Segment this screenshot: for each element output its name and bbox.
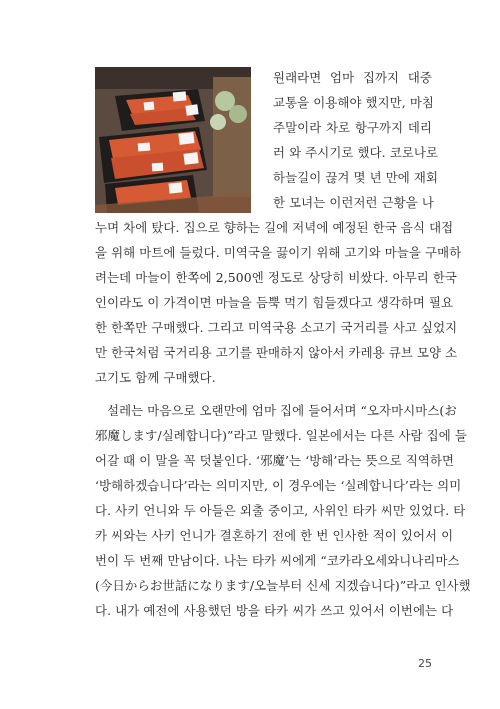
- text-line: 러 와 주시기로 했다. 코로나로: [273, 145, 439, 160]
- text-line: 어갈 때 이 말을 꼭 덧붙인다. ‘邪魔’는 ‘방해’라는 뜻으로 직역하면: [95, 453, 455, 468]
- text-line: 邪魔します/실례합니다)”라고 말했다. 일본에서는 다른 사람 집에 들: [95, 428, 467, 443]
- text-line: 카 씨와는 사키 언니가 결혼하기 전에 한 번 인사한 적이 있어서 이: [95, 528, 454, 543]
- page-number: 25: [418, 657, 432, 670]
- text-line: 원래라면 엄마 집까지 대중: [273, 70, 432, 85]
- text-line: 고기도 함께 구매했다.: [95, 370, 216, 385]
- text-line: 려는데 마늘이 한쪽에 2,500엔 정도로 상당히 비쌌다. 아무리 한국: [95, 270, 457, 285]
- text-line: 다. 사키 언니와 두 아들은 외출 중이고, 사위인 타카 씨만 있었다. 타: [95, 503, 466, 518]
- text-line: 주말이라 차로 항구까지 데리: [273, 120, 432, 135]
- text-line: 설레는 마음으로 오랜만에 엄마 집에 들어서며 “오자마시마스(お: [107, 403, 457, 418]
- text-line: 다. 내가 예전에 사용했던 방을 타카 씨가 쓰고 있어서 이번에는 다: [95, 603, 454, 618]
- text-line: 을 위해 마트에 들렀다. 미역국을 끓이기 위해 고기와 마늘을 구매하: [95, 245, 462, 260]
- text-line: 만 한국처럼 국거리용 고기를 판매하지 않아서 카레용 큐브 모양 소: [95, 345, 458, 360]
- text-line: 인이라도 이 가격이면 마늘을 듬뿍 먹기 힘들겠다고 생각하며 필요: [95, 295, 454, 310]
- text-line: 교통을 이용해야 했지만, 마침: [273, 95, 434, 110]
- text-line: 하늘길이 끊겨 몇 년 만에 재회: [273, 170, 439, 185]
- text-line: ‘방해하겠습니다’라는 의미지만, 이 경우에는 ‘실례합니다’라는 의미: [95, 478, 462, 493]
- text-line: 번이 두 번째 만남이다. 나는 타카 씨에게 “코카라오세와니나리마스: [95, 553, 460, 568]
- text-line: 한 모녀는 이런저런 근황을 나: [273, 195, 434, 210]
- text-line: (今日からお世話になります/오늘부터 신세 지겠습니다)”라고 인사했: [95, 578, 471, 593]
- text-line: 한 한쪽만 구매했다. 그리고 미역국용 소고기 국거리를 사고 싶었지: [95, 320, 458, 335]
- vegetable-2: [229, 105, 247, 123]
- vegetable-3: [210, 114, 226, 130]
- market-photo: [95, 67, 251, 213]
- text-line: 누며 차에 탔다. 집으로 향하는 길에 저녁에 예정된 한국 음식 대접: [95, 220, 454, 235]
